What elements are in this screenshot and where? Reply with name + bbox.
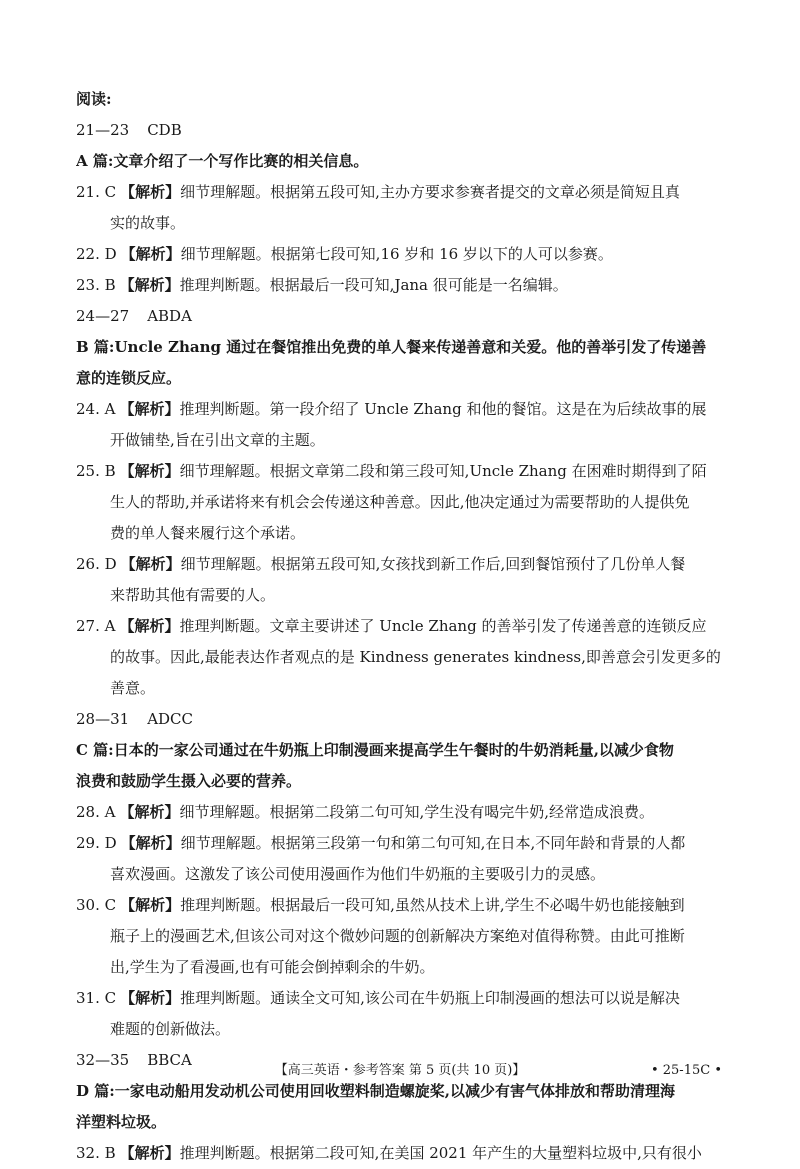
explanation-line <box>76 797 726 828</box>
explanation-text: 细节理解题。根据第七段可知,16 岁和 16 岁以下的人可以参赛。 <box>180 245 613 263</box>
explanation-text: 细节理解题。根据第三段第一句和第二句可知,在日本,不同年龄和背景的人都 <box>180 834 686 852</box>
answer-range-line <box>76 704 726 735</box>
passage-label: C 篇: <box>76 741 114 759</box>
explanation-text: 推理判断题。根据第二段可知,在美国 2021 年产生的大量塑料垃圾中,只有很小 <box>179 1144 702 1162</box>
explanation-line <box>76 270 726 301</box>
question-answer: 22. D <box>76 245 117 263</box>
passage-summary-text: 洋塑料垃圾。 <box>76 1113 167 1131</box>
passage-label: D 篇: <box>76 1082 115 1100</box>
explanation-text: 推理判断题。根据最后一段可知,Jana 很可能是一名编辑。 <box>179 276 568 294</box>
passage-summary-line <box>76 1107 726 1138</box>
section-label: 阅读: <box>76 90 112 108</box>
passage-summary-text: 日本的一家公司通过在牛奶瓶上印制漫画来提高学生午餐时的牛奶消耗量,以减少食物 <box>113 741 674 759</box>
question-answer: 23. B <box>76 276 116 294</box>
passage-summary-text: Uncle Zhang 通过在餐馆推出免费的单人餐来传递善意和关爱。他的善举引发了传递善 <box>114 338 707 356</box>
explanation-line <box>76 456 726 487</box>
question-answer: 29. D <box>76 834 117 852</box>
question-answer: 21. C <box>76 183 117 201</box>
explanation-line <box>76 952 726 983</box>
passage-summary-text: 文章介绍了一个写作比赛的相关信息。 <box>113 152 369 170</box>
question-range: 21—23 <box>76 121 130 139</box>
explanation-tag: 【解析】 <box>120 896 181 914</box>
question-answer: 27. A <box>76 617 116 635</box>
passage-label: B 篇: <box>76 338 115 356</box>
explanation-text: 生人的帮助,并承诺将来有机会会传递这种善意。因此,他决定通过为需要帮助的人提供免 <box>110 493 690 511</box>
explanation-line <box>76 487 726 518</box>
explanation-text: 细节理解题。根据文章第二段和第三段可知,Uncle Zhang 在困难时期得到了陌 <box>179 462 707 480</box>
explanation-tag: 【解析】 <box>120 834 181 852</box>
question-range: 32—35 <box>76 1051 130 1069</box>
footer-code: • 25-15C • <box>650 1063 722 1078</box>
question-answer: 28. A <box>76 803 116 821</box>
explanation-text: 的故事。因此,最能表达作者观点的是 Kindness generates kindness,即善意会引发更多的 <box>110 648 721 666</box>
explanation-tag: 【解析】 <box>119 803 180 821</box>
passage-label: A 篇: <box>76 152 114 170</box>
range-answers: ADCC <box>147 710 194 728</box>
passage-summary-line <box>76 735 726 766</box>
answer-range-line <box>76 115 726 146</box>
explanation-line <box>76 208 726 239</box>
question-answer: 24. A <box>76 400 116 418</box>
passage-summary-line <box>76 363 726 394</box>
explanation-text: 推理判断题。文章主要讲述了 Uncle Zhang 的善举引发了传递善意的连锁反应 <box>179 617 707 635</box>
page-footer <box>0 1059 800 1083</box>
explanation-text: 细节理解题。根据第五段可知,主办方要求参赛者提交的文章必须是简短且真 <box>180 183 680 201</box>
question-answer: 26. D <box>76 555 117 573</box>
question-range: 28—31 <box>76 710 130 728</box>
answer-content <box>76 84 726 1169</box>
range-answers: BBCA <box>147 1051 192 1069</box>
explanation-text: 善意。 <box>110 679 156 697</box>
explanation-tag: 【解析】 <box>119 400 180 418</box>
question-answer: 25. B <box>76 462 116 480</box>
explanation-line <box>76 394 726 425</box>
explanation-line <box>76 611 726 642</box>
footer-title: 【高三英语・参考答案 第 5 页(共 10 页)】 <box>274 1063 526 1078</box>
explanation-text: 开做铺垫,旨在引出文章的主题。 <box>110 431 325 449</box>
passage-summary-text: 浪费和鼓励学生摄入必要的营养。 <box>76 772 302 790</box>
explanation-line <box>76 580 726 611</box>
passage-summary-text: 一家电动船用发动机公司使用回收塑料制造螺旋桨,以减少有害气体排放和帮助清理海 <box>114 1082 676 1100</box>
explanation-text: 细节理解题。根据第二段第二句可知,学生没有喝完牛奶,经常造成浪费。 <box>179 803 655 821</box>
explanation-tag: 【解析】 <box>119 617 180 635</box>
explanation-tag: 【解析】 <box>120 183 181 201</box>
explanation-line <box>76 518 726 549</box>
explanation-line <box>76 177 726 208</box>
explanation-text: 瓶子上的漫画艺术,但该公司对这个微妙问题的创新解决方案绝对值得称赞。由此可推断 <box>110 927 685 945</box>
range-answers: ABDA <box>147 307 192 325</box>
question-answer: 30. C <box>76 896 117 914</box>
explanation-line <box>76 859 726 890</box>
explanation-tag: 【解析】 <box>120 989 181 1007</box>
explanation-text: 细节理解题。根据第五段可知,女孩找到新工作后,回到餐馆预付了几份单人餐 <box>180 555 686 573</box>
explanation-text: 难题的创新做法。 <box>110 1020 231 1038</box>
passage-summary-line <box>76 332 726 363</box>
explanation-line <box>76 921 726 952</box>
explanation-line <box>76 642 726 673</box>
explanation-tag: 【解析】 <box>119 1144 180 1162</box>
explanation-line <box>76 890 726 921</box>
explanation-text: 费的单人餐来履行这个承诺。 <box>110 524 306 542</box>
explanation-tag: 【解析】 <box>120 245 181 263</box>
explanation-text: 推理判断题。通读全文可知,该公司在牛奶瓶上印制漫画的想法可以说是解决 <box>180 989 680 1007</box>
explanation-tag: 【解析】 <box>119 276 180 294</box>
explanation-line <box>76 1014 726 1045</box>
question-answer: 31. C <box>76 989 117 1007</box>
explanation-tag: 【解析】 <box>119 462 180 480</box>
explanation-text: 推理判断题。第一段介绍了 Uncle Zhang 和他的餐馆。这是在为后续故事的展 <box>179 400 707 418</box>
passage-summary-line <box>76 766 726 797</box>
passage-summary-text: 意的连锁反应。 <box>76 369 182 387</box>
explanation-text: 来帮助其他有需要的人。 <box>110 586 276 604</box>
passage-summary-line <box>76 146 726 177</box>
explanation-line <box>76 549 726 580</box>
question-range: 24—27 <box>76 307 130 325</box>
explanation-text: 实的故事。 <box>110 214 186 232</box>
explanation-line <box>76 828 726 859</box>
explanation-line <box>76 425 726 456</box>
explanation-line <box>76 239 726 270</box>
explanation-tag: 【解析】 <box>120 555 181 573</box>
explanation-text: 喜欢漫画。这激发了该公司使用漫画作为他们牛奶瓶的主要吸引力的灵感。 <box>110 865 606 883</box>
range-answers: CDB <box>147 121 182 139</box>
explanation-line <box>76 983 726 1014</box>
explanation-line <box>76 1138 726 1169</box>
explanation-text: 出,学生为了看漫画,也有可能会倒掉剩余的牛奶。 <box>110 958 435 976</box>
explanation-text: 推理判断题。根据最后一段可知,虽然从技术上讲,学生不必喝牛奶也能接触到 <box>180 896 685 914</box>
explanation-line <box>76 673 726 704</box>
question-answer: 32. B <box>76 1144 116 1162</box>
answer-range-line <box>76 301 726 332</box>
